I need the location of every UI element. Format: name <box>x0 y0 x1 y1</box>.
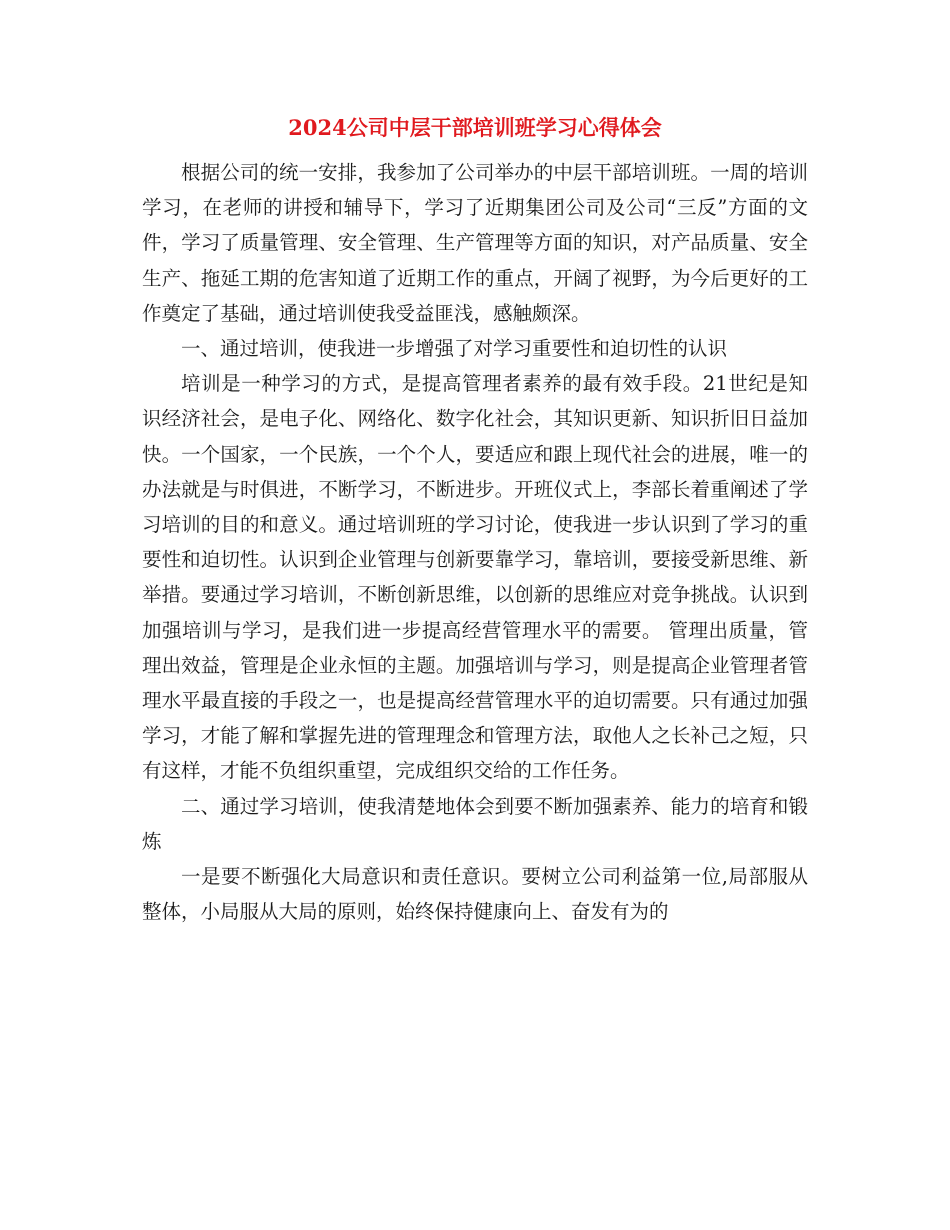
document-body <box>142 155 808 929</box>
paragraph-section-1: 培训是一种学习的方式，是提高管理者素养的最有效手段。21世纪是知识经济社会，是电子化、网络化、数字化社会，其知识更新、知识折旧日益加快。一个国家，一个民族，一个个人，要适应和跟上现代社会的进展，唯一的办法就是与时俱进，不断学习，不断进步。开班仪式上，李部长着重阐述了学习培训的目的和意义。通过培训班的学习讨论，使我进一步认识到了学习的重要性和迫切性。认识到企业管理与创新要靠学习，靠培训，要接受新思维、新举措。要通过学习培训，不断创新思维，以创新的思维应对竞争挑战。认识到加强培训与学习，是我们进一步提高经营管理水平的需要。 管理出质量，管理出效益，管理是企业永恒的主题。加强培训与学习，则是提高企业管理者管理水平最直接的手段之一，也是提高经营管理水平的迫切需要。只有通过加强学习，才能了解和掌握先进的管理理念和管理方法，取他人之长补己之短，只有这样，才能不负组织重望，完成组织交给的工作任务。 <box>142 372 808 783</box>
section-heading-2: 二、通过学习培训，使我清楚地体会到要不断加强素养、能力的培育和锻炼 <box>142 794 808 853</box>
paragraph-section-2: 一是要不断强化大局意识和责任意识。要树立公司利益第一位,局部服从整体，小局服从大局的原则，始终保持健康向上、奋发有为的 <box>142 865 808 924</box>
paragraph-intro: 根据公司的统一安排，我参加了公司举办的中层干部培训班。一周的培训学习，在老师的讲授和辅导下，学习了近期集团公司及公司“三反”方面的文件，学习了质量管理、安全管理、生产管理等方面的知识，对产品质量、安全生产、拖延工期的危害知道了近期工作的重点，开阔了视野，为今后更好的工作奠定了基础，通过培训使我受益匪浅，感触颇深。 <box>142 161 808 325</box>
document-title: 2024公司中层干部培训班学习心得体会 <box>288 115 662 140</box>
section-heading-1: 一、通过培训，使我进一步增强了对学习重要性和迫切性的认识 <box>181 337 728 361</box>
